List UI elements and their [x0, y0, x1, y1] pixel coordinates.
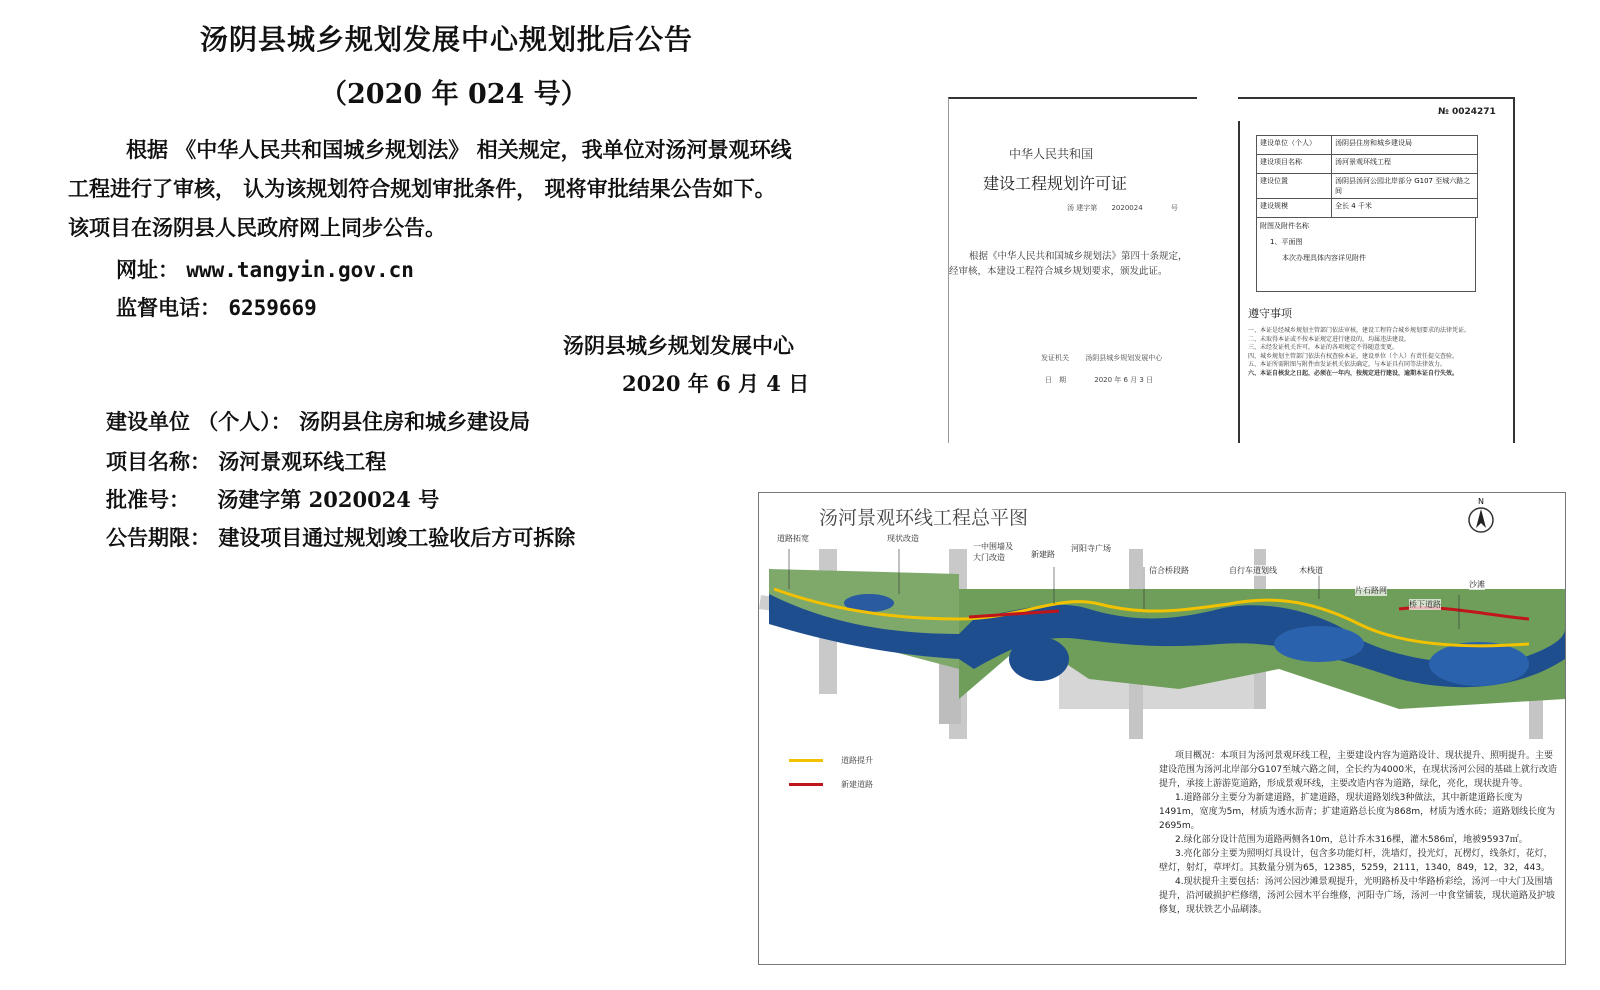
table-cell: 建设项目名称 — [1257, 155, 1332, 174]
phone-label: 监督电话： — [116, 295, 221, 320]
site-plan-map — [758, 492, 1566, 965]
table-row — [1257, 136, 1478, 155]
project-line — [106, 446, 386, 476]
desc-paragraph: 1.道路部分主要分为新建道路，扩建道路，现状道路划线3种做法，其中新建道路长度为1491m，宽度为5m，材质为透水沥青；扩建道路总长度为868m，材质为透水砖；道路划线长度为2695m。 — [1159, 793, 1556, 831]
builder-label: 建设单位 （个人）： — [106, 409, 292, 434]
map-label: 自行车道划线 — [1229, 566, 1277, 575]
notes-title: 遵守事项 — [1248, 307, 1292, 320]
table-cell: 建设单位（个人） — [1257, 136, 1332, 155]
map-label: 新建路 — [1031, 550, 1055, 559]
list-item: 三、未经发证机关许可，本证的各项规定不得随意变更。 — [1248, 344, 1399, 351]
desc-paragraph: 3.亮化部分主要为照明灯具设计，包含多功能灯杆，洗墙灯，投光灯，瓦楞灯，线条灯，花灯，壁灯，射灯，草坪灯。其数量分别为65，12385，5259，2111，1340，849，12，32，443。 — [1159, 849, 1553, 873]
permit-date: 2020 年 6 月 3 日 — [1094, 376, 1154, 384]
legend-swatch — [789, 783, 823, 786]
period-value: 建设项目通过规划竣工验收后方可拆除 — [218, 525, 576, 550]
table-cell: 建设规模 — [1257, 199, 1332, 218]
issue-date: 2020 年 6 月 4 日 — [622, 371, 810, 396]
permit-right-page — [1238, 97, 1515, 443]
table-row — [1257, 174, 1478, 199]
list-item: 一、本证是经城乡规划主管部门依法审核，建设工程符合城乡规划要求的法律凭证。 — [1248, 327, 1471, 334]
notice-number: （2020 年 024 号） — [320, 79, 588, 110]
approval-label: 批准号： — [106, 487, 190, 512]
attach-note: 本次办理具体内容详见附件 — [1282, 254, 1366, 262]
builder-value: 汤阴县住房和城乡建设局 — [299, 409, 531, 434]
permit-date-label: 日 期 — [1045, 376, 1066, 384]
desc-paragraph: 4.现状提升主要包括：汤河公园沙滩景观提升，光明路桥及中华路桥彩绘，汤河一中大门及围墙提升，沿河破损护栏修缮，汤河公园木平台维修，河阳寺广场，汤河一中食堂铺装，现状道路及护坡修复，现状铁艺小品刷漆。 — [1159, 877, 1556, 915]
north-label: N — [1478, 497, 1484, 506]
project-label: 项目名称： — [106, 449, 211, 474]
table-row — [1257, 199, 1478, 218]
table-cell: 汤阴县汤河公园北岸部分 G107 至城六路之间 — [1332, 174, 1478, 199]
approval-line — [106, 484, 439, 514]
project-value: 汤河景观环线工程 — [218, 449, 387, 474]
phone-line — [116, 292, 317, 322]
notes-list — [1248, 327, 1480, 378]
approval-value: 汤建字第 2020024 号 — [217, 487, 440, 512]
website-line — [116, 254, 414, 284]
website-link[interactable]: www.tangyin.gov.cn — [186, 258, 414, 282]
map-label: 道路拓宽 — [777, 534, 809, 543]
map-label: 沙滩 — [1469, 580, 1485, 589]
map-label: 桥下道路 — [1409, 600, 1441, 609]
desc-paragraph: 项目概况：本项目为汤河景观环线工程，主要建设内容为道路设计、现状提升、照明提升。主要建设范围为汤河北岸部分G107至城六路之间，全长约为4000米，在现状汤河公园的基础上就行改造提升，承接上游游览道路，形成景观环线，主要改造内容为道路，绿化，亮化，现状提升等。 — [1159, 751, 1558, 789]
legend-label: 道路提升 — [841, 756, 873, 765]
legend-item — [789, 755, 873, 766]
permit-code-prefix: 汤 建字第 — [1067, 204, 1098, 212]
map-label: 河阳寺广场 — [1071, 544, 1111, 553]
table-row — [1257, 155, 1478, 174]
period-label: 公告期限： — [106, 525, 211, 550]
attach-title: 附图及附件名称 — [1260, 222, 1309, 230]
map-label: 信合桥段路 — [1149, 566, 1189, 575]
notice-title: 汤阴县城乡规划发展中心规划批后公告 — [200, 23, 694, 56]
period-line — [106, 522, 575, 552]
permit-title: 建设工程规划许可证 — [983, 174, 1128, 193]
project-description — [1159, 749, 1559, 917]
map-title: 汤河景观环线工程总平图 — [819, 507, 1029, 529]
legend-item — [789, 779, 873, 790]
permit-code: 2020024 — [1111, 204, 1143, 212]
permit-right-border — [1238, 121, 1240, 443]
north-arrow-icon — [1466, 497, 1496, 538]
desc-paragraph: 2.绿化部分设计范围为道路两侧各10m，总计乔木316棵，灌木586㎡，地被95937㎡。 — [1175, 835, 1528, 845]
permit-code-suffix: 号 — [1170, 204, 1178, 212]
list-item: 五、本证所需附图与附件由发证机关依法确定，与本证具有同等法律效力。 — [1248, 361, 1447, 368]
legend-swatch — [789, 759, 823, 762]
permit-issuer-line — [1041, 353, 1162, 363]
permit-date-line — [1045, 375, 1153, 385]
permit-country: 中华人民共和国 — [1009, 147, 1094, 161]
list-item: 二、未取得本证或不按本证规定进行建设的，均属违法建设。 — [1248, 335, 1411, 343]
website-label: 网址： — [116, 257, 179, 282]
permit-left-page — [948, 97, 1197, 443]
permit-serial: № 0024271 — [1438, 107, 1496, 117]
permit-info-table — [1256, 135, 1478, 218]
permit-body: 根据《中华人民共和国城乡规划法》第四十条规定，经审核，本建设工程符合城乡规划要求，颁发此证。 — [949, 251, 1188, 277]
plan-drawing — [759, 549, 1565, 779]
builder-line — [106, 406, 530, 436]
table-cell: 建设位置 — [1257, 174, 1332, 199]
table-cell: 汤河景观环线工程 — [1332, 155, 1478, 174]
permit-code-line — [1067, 203, 1178, 213]
permit-issuer: 汤阴县城乡规划发展中心 — [1085, 354, 1163, 362]
map-label: 一中围墙及大门改造 — [973, 542, 1013, 562]
notice-paragraph: 根据 《中华人民共和国城乡规划法》 相关规定，我单位对汤河景观环线工程进行了审核， 认为该规划符合规划审批条件， 现将审批结果公告如下。 该项目在汤阴县人民政府网上同步公告。 — [68, 137, 792, 240]
list-item: 六、本证自核发之日起，必须在一年内，按规定进行建设，逾期本证自行失效。 — [1248, 369, 1459, 377]
permit-attachments — [1256, 217, 1476, 292]
list-item: 四、城乡规划主管部门依法有权查验本证，建设单位（个人）有责任提交查验。 — [1248, 352, 1459, 360]
table-cell: 汤阴县住房和城乡建设局 — [1332, 136, 1478, 155]
phone-number: 6259669 — [228, 296, 317, 320]
attach-item: 1、平面图 — [1270, 238, 1303, 246]
map-label: 片石路网 — [1355, 586, 1387, 595]
map-label: 现状改造 — [887, 534, 919, 543]
map-label: 木栈道 — [1299, 566, 1323, 575]
permit-issuer-label: 发证机关 — [1041, 354, 1069, 362]
issuer-name: 汤阴县城乡规划发展中心 — [563, 333, 794, 358]
table-cell: 全长 4 千米 — [1332, 199, 1478, 218]
legend-label: 新建道路 — [841, 780, 873, 789]
